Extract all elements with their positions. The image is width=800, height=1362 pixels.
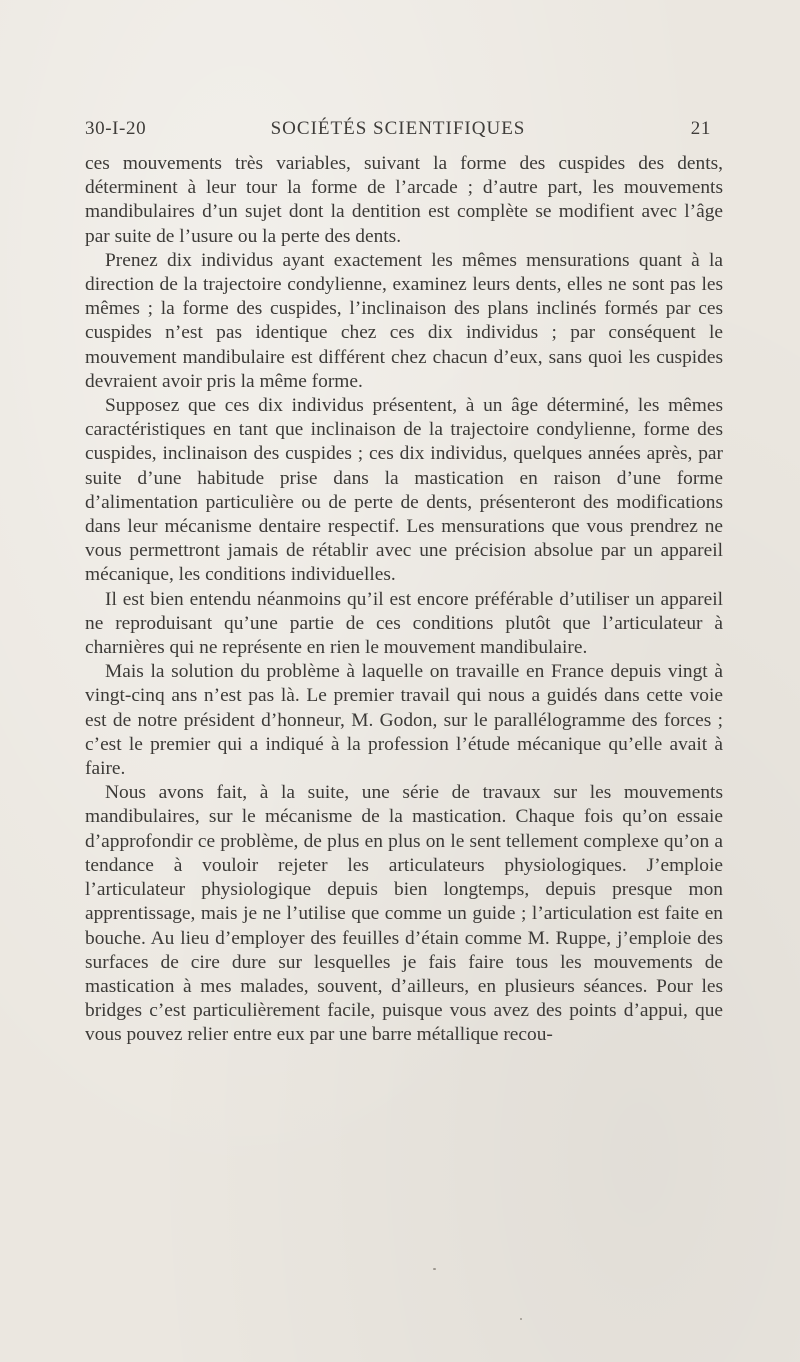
paragraph: Prenez dix individus ayant exactement les mêmes mensurations quant à la direction de la trajectoire condylienne, examinez leurs dents, elles ne sont pas les mêmes ; la forme des cuspides, l’inclinaison des plans inclinés formés par ces cuspides n’est pas identique chez ces dix individus ; par conséquent le mouvement mandibulaire est différent chez chacun d’eux, sans quoi les cuspides devraient avoir pris la même forme. [85,249,723,392]
header-title: SOCIÉTÉS SCIENTIFIQUES [270,118,526,139]
paragraph: Il est bien entendu néanmoins qu’il est encore préférable d’utiliser un appareil ne reproduisant qu’une partie de ces conditions plutôt que l’articulateur à charnières qui ne représente en rien le mouvement mandibulaire. [85,588,723,659]
running-head [85,118,711,142]
paper-speck [520,1318,522,1320]
header-date: 30-I-20 [85,118,147,139]
paragraph: Nous avons fait, à la suite, une série de travaux sur les mouvements mandibulaires, sur le mécanisme de la mastication. Chaque fois qu’on essaie d’approfondir ce problème, de plus en plus on le sent tellement complexe qu’on a tendance à vouloir rejeter les articulateurs physiologiques. J’emploie l’articulateur physiologique depuis bien longtemps, depuis presque mon apprentissage, mais je ne l’utilise que comme un guide ; l’articulation est faite en bouche. Au lieu d’employer des feuilles d’étain comme M. Ruppe, j’emploie des surfaces de cire dure sur lesquelles je fais faire tous les mouvements de mastication à mes malades, souvent, d’ailleurs, en plusieurs séances. Pour les bridges c’est particulièrement facile, puisque vous avez des points d’appui, que vous pouvez relier entre eux par une barre métallique recou- [85,782,723,1046]
paragraph: Supposez que ces dix individus présentent, à un âge déterminé, les mêmes caractéristiques en tant que inclinaison de la trajectoire condylienne, forme des cuspides, inclinaison des cuspides ; ces dix individus, quelques années après, par suite d’une habitude prise dans la mastication en raison d’une forme d’alimentation particulière ou de perte de dents, présenteront des modifications dans leur mécanisme dentaire respectif. Les mensurations que vous prendrez ne vous permettront jamais de rétablir avec une précision absolue par un appareil mécanique, les conditions individuelles. [85,395,723,586]
page-number: 21 [690,118,711,139]
body-text [85,152,723,1048]
paragraph-continued: ces mouvements très variables, suivant la forme des cuspides des dents, déterminent à leur tour la forme de l’arcade ; d’autre part, les mouvements mandibulaires d’un sujet dont la dentition est complète se modifient avec l’âge par suite de l’usure ou la perte des dents. [85,153,723,247]
paper-speck [433,1268,436,1270]
paragraph: Mais la solution du problème à laquelle on travaille en France depuis vingt à vingt-cinq ans n’est pas là. Le premier travail qui nous a guidés dans cette voie est de notre président d’honneur, M. Godon, sur le parallélogramme des forces ; c’est le premier qui a indiqué à la profession l’étude mécanique qu’elle avait à faire. [85,661,723,780]
